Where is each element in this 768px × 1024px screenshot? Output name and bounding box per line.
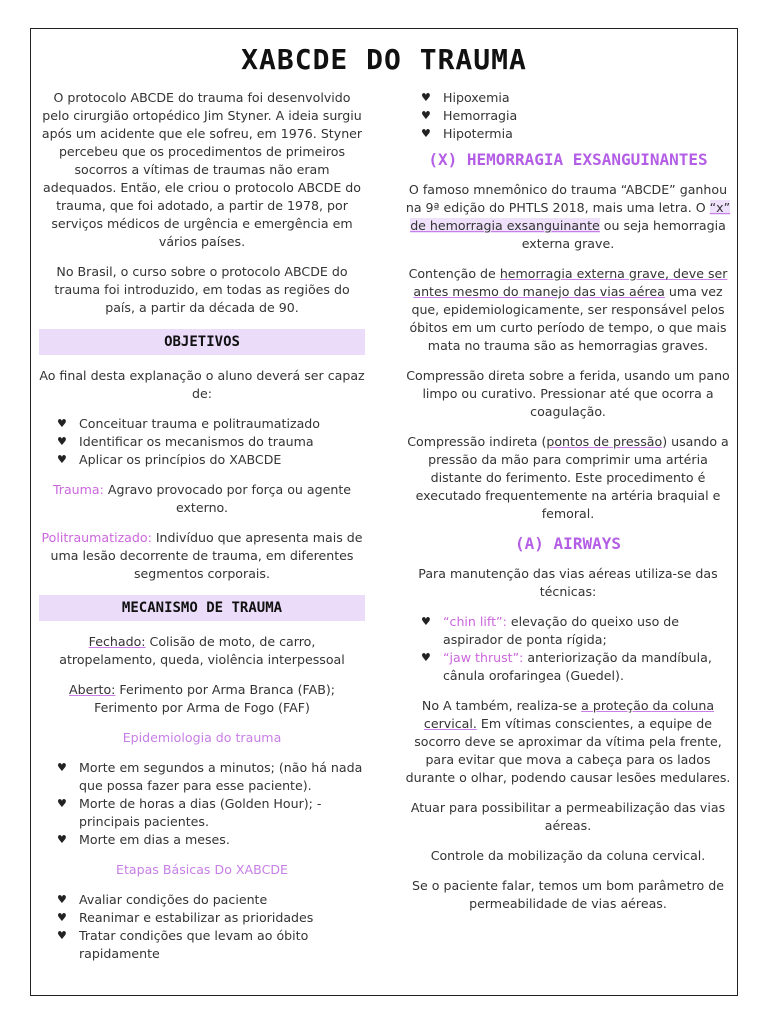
objetivos-intro: Ao final desta explanação o aluno deverá ser capaz de:	[39, 368, 365, 401]
epidemiologia-heading: Epidemiologia do trauma	[122, 730, 282, 745]
x-paragraph-1: O famoso mnemônico do trauma “ABCDE” ganhou na 9ª edição do PHTLS 2018, mais uma letra. O “x” de hemorragia exsanguinante ou seja hemorragia externa grave.	[405, 182, 731, 251]
heart-bullet-icon: ♥	[57, 833, 67, 846]
aberto-paragraph: Aberto: Ferimento por Arma Branca (FAB); Ferimento por Arma de Fogo (FAF)	[68, 682, 336, 715]
aberto-label: Aberto:	[68, 682, 116, 697]
underlined-text: pontos de pressão	[546, 434, 663, 449]
list-item: ♥ Identificar os mecanismos do trauma	[57, 434, 314, 449]
page-title: XABCDE DO TRAUMA	[241, 43, 527, 76]
technique-label: “chin lift”:	[443, 614, 507, 629]
list-item: ♥ Morte em dias a meses.	[57, 832, 230, 847]
heart-bullet-icon: ♥	[57, 929, 67, 942]
highlighted-text: “x” de hemorragia exsanguinante	[410, 200, 731, 233]
airways-list	[403, 613, 733, 685]
list-item: ♥ Hemorragia	[421, 108, 518, 123]
heart-bullet-icon: ♥	[421, 615, 431, 628]
top-list	[403, 89, 733, 143]
heart-bullet-icon: ♥	[57, 417, 67, 430]
a-paragraph-4: Controle da mobilização da coluna cervical.	[430, 848, 706, 863]
heart-bullet-icon: ♥	[57, 761, 67, 774]
list-item: ♥ “jaw thrust”: anteriorização da mandíbula, cânula orofaringea (Guedel).	[421, 650, 712, 683]
heart-bullet-icon: ♥	[421, 127, 431, 140]
etapas-heading: Etapas Básicas Do XABCDE	[115, 862, 289, 877]
right-column	[403, 89, 733, 925]
x-paragraph-3: Compressão direta sobre a ferida, usando um pano limpo ou curativo. Pressionar até que ocorra a coagulação.	[406, 368, 730, 419]
list-item: ♥ Conceituar trauma e politraumatizado	[57, 416, 320, 431]
heart-bullet-icon: ♥	[57, 453, 67, 466]
fechado-label: Fechado:	[88, 634, 146, 649]
a-paragraph-1: Para manutenção das vias aéreas utiliza-se das técnicas:	[418, 566, 718, 599]
list-item: ♥ Aplicar os princípios do XABCDE	[57, 452, 282, 467]
heart-bullet-icon: ♥	[421, 109, 431, 122]
heart-bullet-icon: ♥	[57, 893, 67, 906]
a-paragraph-5: Se o paciente falar, temos um bom parâmetro de permeabilidade de vias aéreas.	[412, 878, 724, 911]
etapas-list	[39, 891, 365, 963]
objetivos-list	[39, 415, 365, 469]
a-paragraph-3: Atuar para possibilitar a permeabilização das vias aéreas.	[410, 800, 726, 833]
underlined-text: a proteção da coluna cervical.	[423, 698, 715, 731]
heart-bullet-icon: ♥	[57, 435, 67, 448]
list-item: ♥ Morte em segundos a minutos; (não há nada que possa fazer para esse paciente).	[57, 760, 363, 793]
fechado-paragraph: Fechado: Colisão de moto, de carro, atropelamento, queda, violência interpessoal	[59, 634, 345, 667]
heart-bullet-icon: ♥	[57, 911, 67, 924]
document-page	[30, 28, 738, 996]
list-item: ♥ Tratar condições que levam ao óbito rapidamente	[57, 928, 309, 961]
objetivos-heading: OBJETIVOS	[39, 329, 365, 355]
intro-paragraph-2: No Brasil, o curso sobre o protocolo ABCDE do trauma foi introduzido, em todas as regiões do país, a partir da década de 90.	[54, 264, 350, 315]
heart-bullet-icon: ♥	[57, 797, 67, 810]
list-item: ♥ Hipoxemia	[421, 90, 510, 105]
airways-heading: (A) AIRWAYS	[515, 534, 621, 553]
list-item: ♥ Hipotermia	[421, 126, 513, 141]
left-column	[39, 89, 365, 975]
heart-bullet-icon: ♥	[421, 651, 431, 664]
trauma-label: Trauma:	[52, 482, 104, 497]
list-item: ♥ Reanimar e estabilizar as prioridades	[57, 910, 314, 925]
technique-label: “jaw thrust”:	[443, 650, 524, 665]
list-item: ♥ Morte de horas a dias (Golden Hour); - principais pacientes.	[57, 796, 322, 829]
hemorragia-heading: (X) HEMORRAGIA EXSANGUINANTES	[428, 150, 708, 169]
list-item: ♥ Avaliar condições do paciente	[57, 892, 268, 907]
intro-paragraph-1: O protocolo ABCDE do trauma foi desenvolvido pelo cirurgião ortopédico Jim Styner. A ideia surgiu após um acidente que ele sofreu, em 1976. Styner percebeu que os procedimentos de primeiros socorros a vítimas de traumas não eram adequados. Então, ele criou o protocolo ABCDE do trauma, que foi adotado, a partir de 1978, por serviços médicos de urgência e emergência em vários países.	[41, 90, 363, 249]
underlined-text: hemorragia externa grave, deve ser antes mesmo do manejo das vias aérea	[413, 266, 728, 299]
trauma-definition: Trauma: Agravo provocado por força ou agente externo.	[52, 482, 352, 515]
heart-bullet-icon: ♥	[421, 91, 431, 104]
mecanismo-heading: MECANISMO DE TRAUMA	[39, 595, 365, 621]
a-paragraph-2: No A também, realiza-se a proteção da coluna cervical. Em vítimas conscientes, a equipe de socorro deve se aproximar da vítima pela frente, para evitar que mova a cabeça para os lados durante o olhar, podendo causar lesões medulares.	[405, 698, 731, 785]
x-paragraph-4: Compressão indireta (pontos de pressão) usando a pressão da mão para comprimir uma artéria distante do ferimento. Este procedimento é executado frequentemente na artéria braquial e femoral.	[407, 434, 729, 521]
list-item: ♥ “chin lift”: elevação do queixo uso de aspirador de ponta rígida;	[421, 614, 680, 647]
politraumatizado-label: Politraumatizado:	[41, 530, 152, 545]
politraumatizado-definition: Politraumatizado: Indivíduo que apresenta mais de uma lesão decorrente de trauma, em diferentes segmentos corporais.	[41, 530, 363, 581]
x-paragraph-2: Contenção de hemorragia externa grave, deve ser antes mesmo do manejo das vias aérea uma vez que, epidemiologicamente, ser responsável pelos óbitos em um curto período de tempo, o que mais mata no trauma são as hemorragias graves.	[408, 266, 728, 353]
epidemiologia-list	[39, 759, 365, 849]
